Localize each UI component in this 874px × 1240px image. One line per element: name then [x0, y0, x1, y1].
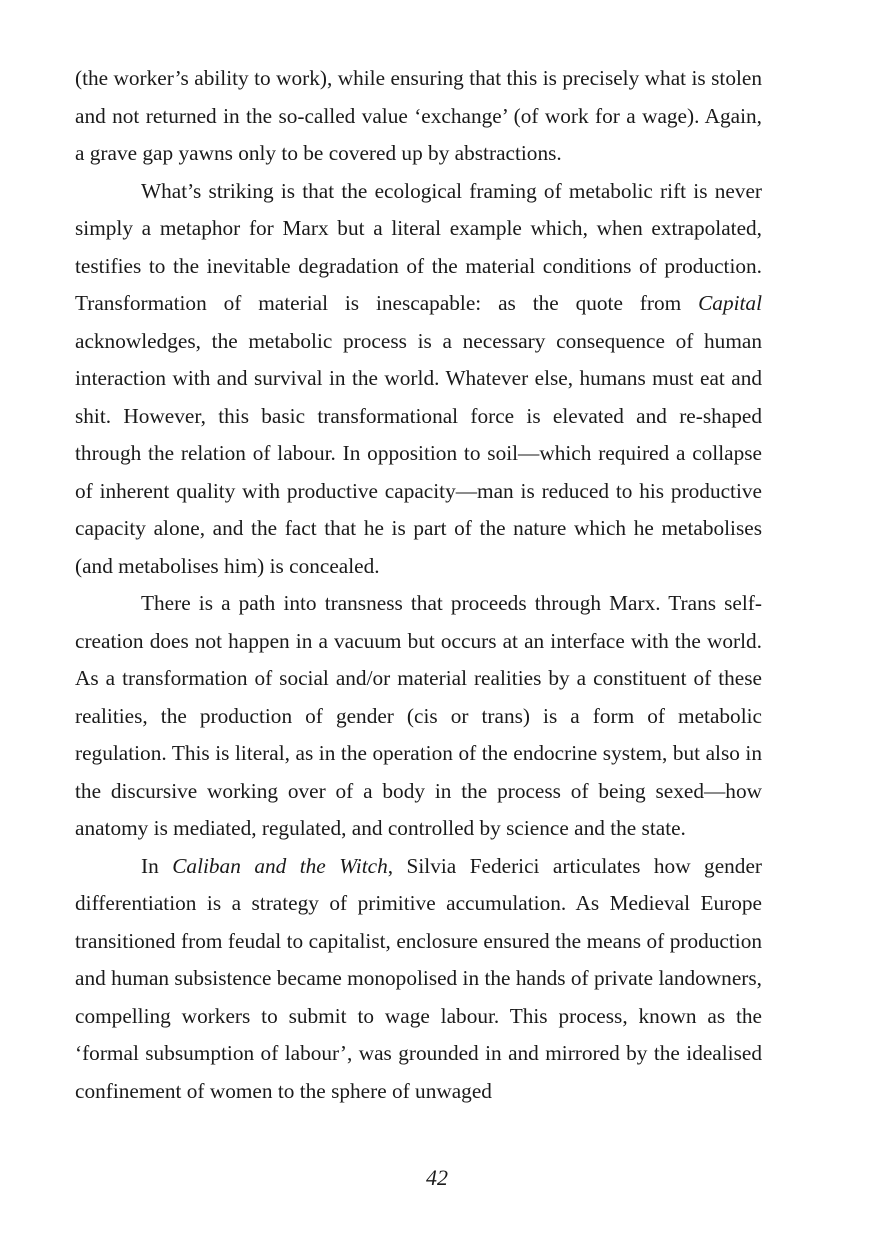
paragraph-2-text-b: acknowledges, the metabolic process is a necessary consequence of human interaction with and survival in the world. Whatever else, humans must eat and shit. However, this basic transformational force is elevated and re-shaped through the relation of labour. In opposition to soil—which required a collapse of inherent quality with productive capacity—man is reduced to his productive capacity alone, and the fact that he is part of the nature which he metabolises (and metabolises him) is concealed.	[75, 328, 762, 578]
paragraph-1-text: (the worker’s ability to work), while ensuring that this is precisely what is stolen and not returned in the so-called value ‘exchange’ (of work for a wage). Again, a grave gap yawns only to be covered up by abstractions.	[75, 66, 762, 165]
paragraph-4-text-b: , Silvia Federici articulates how gender differentiation is a strategy of primitive accumulation. As Medieval Europe transitioned from feudal to capitalist, enclosure ensured the means of production and human subsistence became monopolised in the hands of private landowners, compelling workers to submit to wage labour. This process, known as the ‘formal subsumption of labour’, was grounded in and mirrored by the idealised confinement of women to the sphere of unwaged	[75, 853, 762, 1103]
paragraph-3-text: There is a path into transness that proceeds through Marx. Trans self-creation does not happen in a vacuum but occurs at an interface with the world. As a transformation of social and/or material realities by a constituent of these realities, the production of gender (cis or trans) is a form of metabolic regulation. This is literal, as in the operation of the endocrine system, but also in the discursive working over of a body in the process of being sexed—how anatomy is mediated, regulated, and controlled by science and the state.	[75, 591, 762, 840]
paragraph-3	[75, 585, 762, 848]
paragraph-2	[75, 173, 762, 586]
paragraph-4-text-a: In	[141, 853, 173, 878]
paragraph-4	[75, 848, 762, 1111]
paragraph-2-text-a: What’s striking is that the ecological framing of metabolic rift is never simply a metaphor for Marx but a literal example which, when extrapolated, testifies to the inevitable degradation of the material conditions of production. Transformation of material is inescapable: as the quote from	[75, 178, 762, 315]
paragraph-1	[75, 60, 762, 173]
book-title-caliban-and-the-witch: Caliban and the Witch	[172, 853, 388, 878]
page-number: 42	[426, 1165, 448, 1190]
book-title-capital: Capital	[698, 291, 762, 315]
page-body	[75, 60, 762, 1110]
